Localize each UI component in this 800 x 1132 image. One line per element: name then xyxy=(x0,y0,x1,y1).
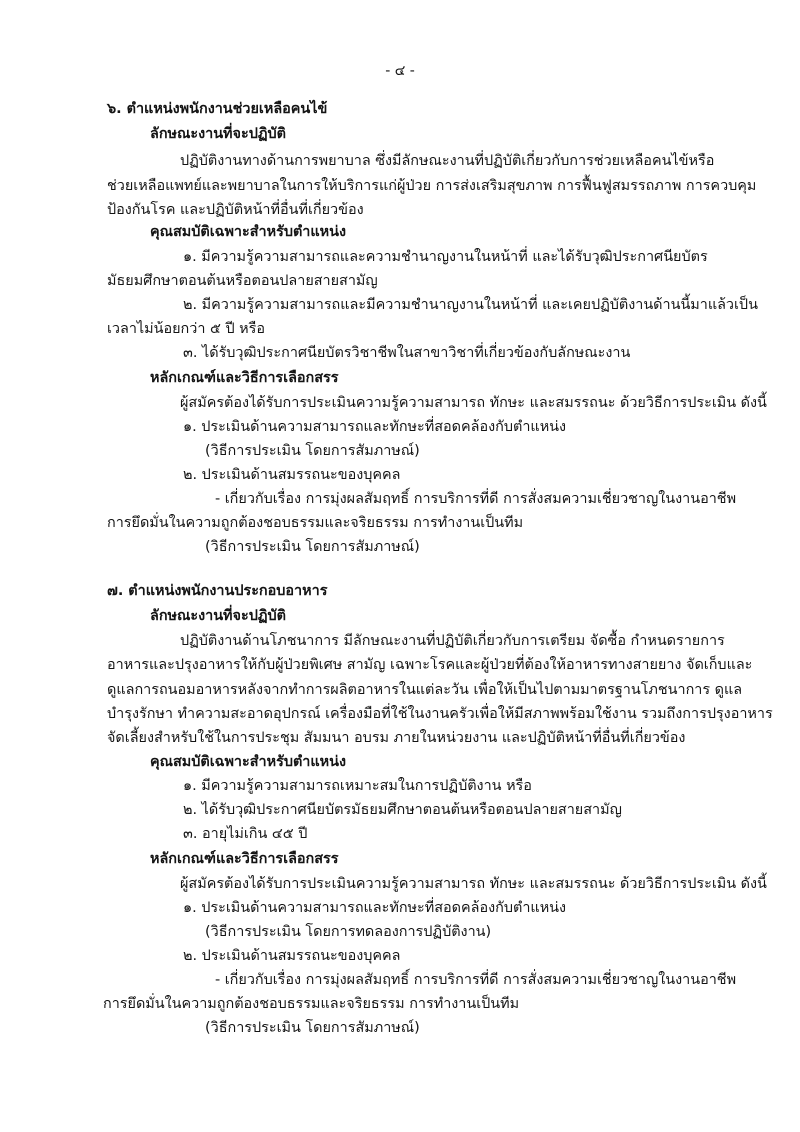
criteria-line: - เกี่ยวกับเรื่อง การมุ่งผลสัมฤทธิ์ การบริการที่ดี การสั่งสมความเชี่ยวชาญในงานอาชีพ xyxy=(215,972,737,988)
qualification-line: ๒. มีความรู้ความสามารถและมีความชำนาญงานในหน้าที่ และเคยปฏิบัติงานด้านนี้มาแล้วเป็น xyxy=(183,297,758,313)
qualification-line: ๓. ได้รับวุฒิประกาศนียบัตรวิชาชีพในสาขาวิชาที่เกี่ยวข้องกับลักษณะงาน xyxy=(183,345,631,361)
page-number: - ๔ - xyxy=(385,63,415,79)
qualification-line: ๒. ได้รับวุฒิประกาศนียบัตรมัธยมศึกษาตอนต้นหรือตอนปลายสายสามัญ xyxy=(183,802,622,818)
criteria-line: (วิธีการประเมิน โดยการสัมภาษณ์) xyxy=(205,539,420,555)
duties-line: ป้องกันโรค และปฏิบัติหน้าที่อื่นที่เกี่ยวข้อง xyxy=(107,202,364,218)
criteria-line: ผู้สมัครต้องได้รับการประเมินความรู้ความสามารถ ทักษะ และสมรรถนะ ด้วยวิธีการประเมิน ดังนี้ xyxy=(180,876,767,892)
duties-line: ดูแลการถนอมอาหารหลังจากทำการผลิตอาหารในแต่ละวัน เพื่อให้เป็นไปตามมาตรฐานโภชนาการ ดูแล xyxy=(107,682,743,698)
criteria-line: ๑. ประเมินด้านความสามารถและทักษะที่สอดคล้องกับตำแหน่ง xyxy=(183,900,567,916)
duties-title: ลักษณะงานที่จะปฏิบัติ xyxy=(150,608,286,624)
criteria-line: การยึดมั่นในความถูกต้องชอบธรรมและจริยธรรม การทำงานเป็นทีม xyxy=(103,996,520,1012)
criteria-line: ๑. ประเมินด้านความสามารถและทักษะที่สอดคล้องกับตำแหน่ง xyxy=(183,419,567,435)
duties-line: ปฏิบัติงานทางด้านการพยาบาล ซึ่งมีลักษณะงานที่ปฏิบัติเกี่ยวกับการช่วยเหลือคนไข้หรือ xyxy=(180,153,715,169)
criteria-line: (วิธีการประเมิน โดยการทดลองการปฏิบัติงาน) xyxy=(205,924,492,940)
section-heading: ๖. ตำแหน่งพนักงานช่วยเหลือคนไข้ xyxy=(107,101,328,117)
criteria-line: ๒. ประเมินด้านสมรรถนะของบุคคล xyxy=(183,948,401,964)
duties-line: จัดเลี้ยงสำหรับใช้ในการประชุม สัมมนา อบรม ภายในหน่วยงาน และปฏิบัติหน้าที่อื่นที่เกี่ยวข้อง xyxy=(107,730,686,746)
duties-line: บำรุงรักษา ทำความสะอาดอุปกรณ์ เครื่องมือที่ใช้ในงานครัวเพื่อให้มีสภาพพร้อมใช้งาน รวมถึงการปรุงอาหาร xyxy=(107,706,773,722)
criteria-line: - เกี่ยวกับเรื่อง การมุ่งผลสัมฤทธิ์ การบริการที่ดี การสั่งสมความเชี่ยวชาญในงานอาชีพ xyxy=(215,491,737,507)
criteria-line: (วิธีการประเมิน โดยการสัมภาษณ์) xyxy=(205,443,420,459)
duties-line: อาหารและปรุงอาหารให้กับผู้ป่วยพิเศษ สามัญ เฉพาะโรคและผู้ป่วยที่ต้องให้อาหารทางสายยาง จัดเก็บและ xyxy=(107,657,753,673)
qualification-line: ๑. มีความรู้ความสามารถและความชำนาญงานในหน้าที่ และได้รับวุฒิประกาศนียบัตร xyxy=(183,249,708,265)
qualification-title: คุณสมบัติเฉพาะสำหรับตำแหน่ง xyxy=(150,754,347,770)
criteria-title: หลักเกณฑ์และวิธีการเลือกสรร xyxy=(150,370,339,386)
section-heading: ๗. ตำแหน่งพนักงานประกอบอาหาร xyxy=(107,583,328,599)
criteria-line: ผู้สมัครต้องได้รับการประเมินความรู้ความสามารถ ทักษะ และสมรรถนะ ด้วยวิธีการประเมิน ดังนี้ xyxy=(180,395,767,411)
criteria-title: หลักเกณฑ์และวิธีการเลือกสรร xyxy=(150,851,339,867)
qualification-line: มัธยมศึกษาตอนต้นหรือตอนปลายสายสามัญ xyxy=(107,273,378,289)
criteria-line: การยึดมั่นในความถูกต้องชอบธรรมและจริยธรรม การทำงานเป็นทีม xyxy=(107,515,524,531)
duties-line: ปฏิบัติงานด้านโภชนาการ มีลักษณะงานที่ปฏิบัติเกี่ยวกับการเตรียม จัดซื้อ กำหนดรายการ xyxy=(180,633,725,649)
qualification-line: เวลาไม่น้อยกว่า ๕ ปี หรือ xyxy=(107,321,266,337)
duties-line: ช่วยเหลือแพทย์และพยาบาลในการให้บริการแก่ผู้ป่วย การส่งเสริมสุขภาพ การฟื้นฟูสมรรถภาพ การควบคุม xyxy=(107,178,757,194)
criteria-line: ๒. ประเมินด้านสมรรถนะของบุคคล xyxy=(183,467,401,483)
qualification-line: ๑. มีความรู้ความสามารถเหมาะสมในการปฏิบัติงาน หรือ xyxy=(183,778,532,794)
qualification-title: คุณสมบัติเฉพาะสำหรับตำแหน่ง xyxy=(150,224,347,240)
qualification-line: ๓. อายุไม่เกิน ๔๕ ปี xyxy=(183,826,308,842)
duties-title: ลักษณะงานที่จะปฏิบัติ xyxy=(150,126,286,142)
criteria-line: (วิธีการประเมิน โดยการสัมภาษณ์) xyxy=(205,1020,420,1036)
